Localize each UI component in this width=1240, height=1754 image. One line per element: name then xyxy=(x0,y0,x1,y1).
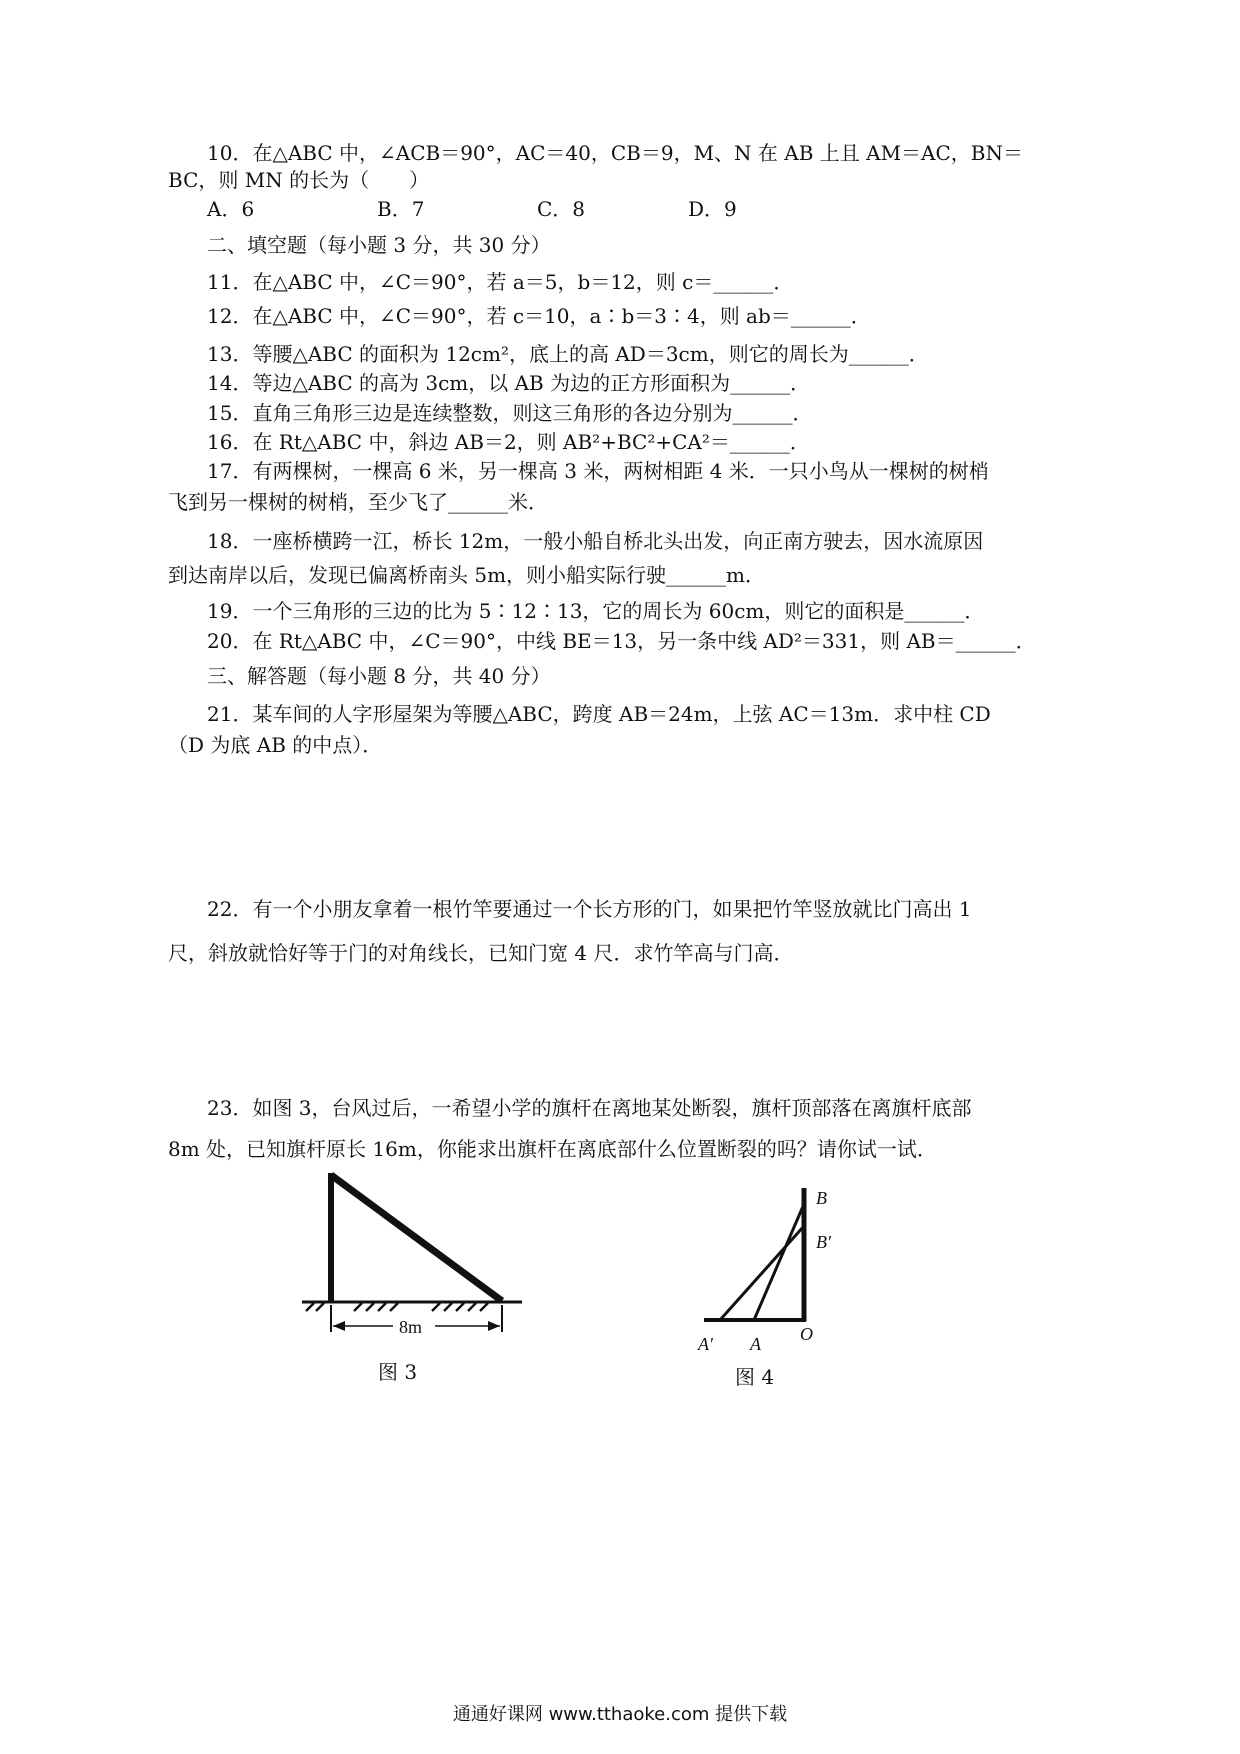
figure3-caption: 图 3 xyxy=(378,1360,418,1384)
q19: 19．一个三角形的三边的比为 5∶12∶13，它的周长为 60cm，则它的面积是______． xyxy=(207,599,985,623)
figure4-diagram xyxy=(690,1180,840,1360)
q10-line1: 10．在△ABC 中，∠ACB＝90°，AC＝40，CB＝9，M、N 在 AB 上且 AM＝AC，BN＝ xyxy=(207,141,1023,165)
page-footer: 通通好课网 www.tthaoke.com 提供下载 xyxy=(452,1704,788,1725)
q14: 14．等边△ABC 的高为 3cm，以 AB 为边的正方形面积为______． xyxy=(207,371,811,395)
q10-option-a: A．6 xyxy=(207,197,255,221)
q22-line2: 尺，斜放就恰好等于门的对角线长，已知门宽 4 尺．求竹竿高与门高． xyxy=(168,941,794,965)
ladder-initial-line xyxy=(754,1204,804,1320)
q10-option-c: C．8 xyxy=(537,197,586,221)
q18-line1: 18．一座桥横跨一江，桥长 12m，一般小船自桥北头出发，向正南方驶去，因水流原因 xyxy=(207,529,984,553)
q17-line1: 17．有两棵树，一棵高 6 米，另一棵高 3 米，两树相距 4 米．一只小鸟从一棵树的树梢 xyxy=(207,459,989,483)
point-b-prime-label: B′ xyxy=(816,1232,831,1252)
q18-line2: 到达南岸以后，发现已偏离桥南头 5m，则小船实际行驶______m． xyxy=(168,563,766,587)
point-o-label: O xyxy=(800,1324,813,1344)
q23-line1: 23．如图 3，台风过后，一希望小学的旗杆在离地某处断裂，旗杆顶部落在离旗杆底部 xyxy=(207,1096,972,1120)
q21-line2: （D 为底 AB 的中点）． xyxy=(168,733,383,757)
figure3-dimension-label: 8m xyxy=(399,1317,423,1337)
q16: 16．在 Rt△ABC 中，斜边 AB＝2，则 AB²+BC²+CA²＝______． xyxy=(207,430,810,454)
q22-line1: 22．有一个小朋友拿着一根竹竿要通过一个长方形的门，如果把竹竿竖放就比门高出 1 xyxy=(207,897,972,921)
q11: 11．在△ABC 中，∠C＝90°，若 a＝5，b＝12，则 c＝______． xyxy=(207,270,794,294)
q12: 12．在△ABC 中，∠C＝90°，若 c＝10，a∶b＝3∶4，则 ab＝______． xyxy=(207,304,871,328)
broken-pole-line xyxy=(331,1175,502,1301)
q21-line1: 21．某车间的人字形屋架为等腰△ABC，跨度 AB＝24m，上弦 AC＝13m．求中柱 CD xyxy=(207,702,991,726)
q17-line2: 飞到另一棵树的树梢，至少飞了______米． xyxy=(168,490,548,514)
q15: 15．直角三角形三边是连续整数，则这三角形的各边分别为______． xyxy=(207,401,813,425)
q10-option-d: D．9 xyxy=(688,197,737,221)
q13: 13．等腰△ABC 的面积为 12cm²，底上的高 AD＝3cm，则它的周长为______． xyxy=(207,342,929,366)
point-a-label: A xyxy=(750,1334,761,1354)
section2-heading: 二、填空题（每小题 3 分，共 30 分） xyxy=(207,233,551,257)
dimension-arrow-left xyxy=(333,1321,345,1331)
figure3-diagram xyxy=(290,1165,540,1345)
dimension-arrow-right xyxy=(488,1321,500,1331)
point-b-label: B xyxy=(816,1188,827,1208)
ground-hatch xyxy=(306,1303,488,1311)
q10-line2: BC，则 MN 的长为（ ） xyxy=(168,168,430,192)
figure4-caption: 图 4 xyxy=(735,1365,775,1389)
q20: 20．在 Rt△ABC 中，∠C＝90°，中线 BE＝13，另一条中线 AD²＝331，则 AB＝______． xyxy=(207,629,1036,653)
point-a-prime-label: A′ xyxy=(698,1334,713,1354)
q23-line2: 8m 处，已知旗杆原长 16m，你能求出旗杆在离底部什么位置断裂的吗？请你试一试． xyxy=(168,1137,937,1161)
q10-option-b: B．7 xyxy=(377,197,425,221)
section3-heading: 三、解答题（每小题 8 分，共 40 分） xyxy=(207,664,551,688)
ladder-slid-line xyxy=(720,1226,804,1320)
